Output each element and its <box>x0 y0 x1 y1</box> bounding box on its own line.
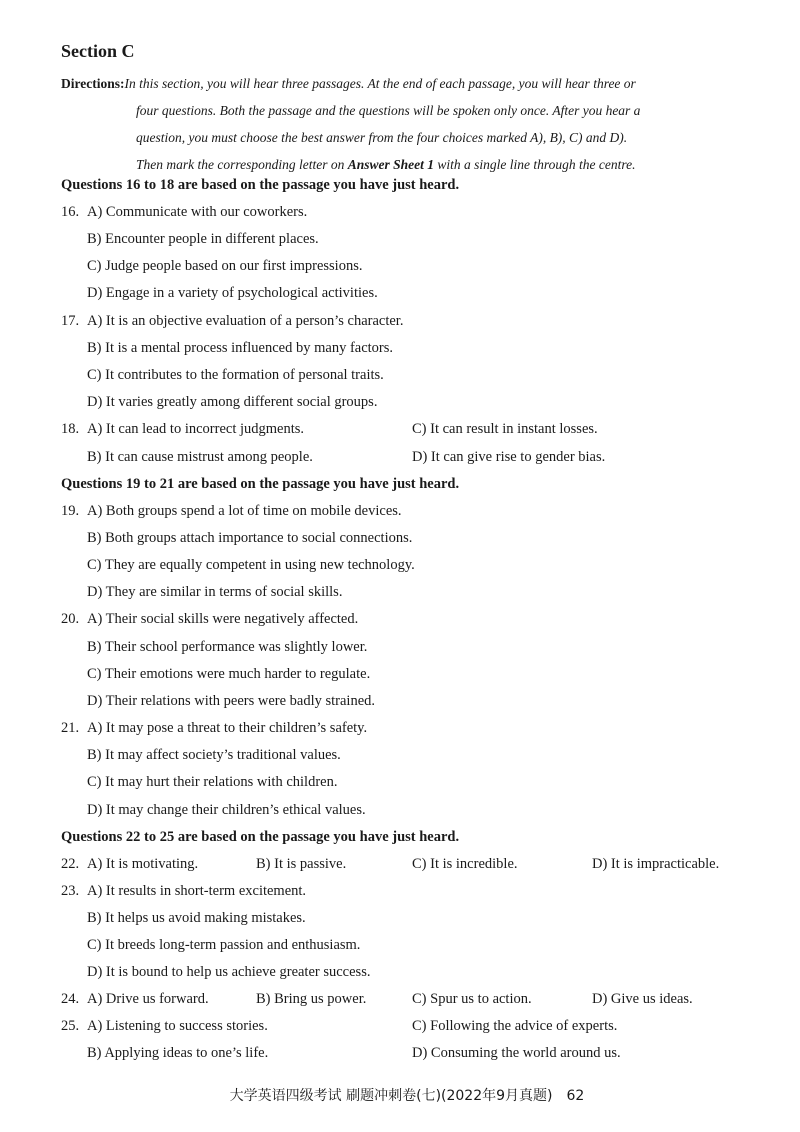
directions-line-1: In this section, you will hear three passages. At the end of each passage, you will hear three or <box>124 76 636 91</box>
question-number-24: 24. <box>61 991 80 1007</box>
section-title: Section C <box>61 41 135 61</box>
q16-option-a: A) Communicate with our coworkers. <box>87 204 308 220</box>
question-number-21: 21. <box>61 720 80 736</box>
q18-option-b: B) It can cause mistrust among people. <box>87 449 313 465</box>
question-number-25: 25. <box>61 1018 80 1034</box>
q17-option-c: C) It contributes to the formation of personal traits. <box>87 367 384 383</box>
q16-option-b: B) Encounter people in different places. <box>87 231 319 247</box>
question-number-22: 22. <box>61 856 80 872</box>
q20-option-b: B) Their school performance was slightly lower. <box>87 639 368 655</box>
group-header-22-25: Questions 22 to 25 are based on the passage you have just heard. <box>61 829 460 845</box>
q20-option-a: A) Their social skills were negatively affected. <box>87 611 359 627</box>
q19-option-a: A) Both groups spend a lot of time on mobile devices. <box>87 503 402 519</box>
question-number-20: 20. <box>61 611 80 627</box>
group-header-16-18: Questions 16 to 18 are based on the passage you have just heard. <box>61 177 460 193</box>
q20-option-d: D) Their relations with peers were badly strained. <box>87 693 376 709</box>
question-number-23: 23. <box>61 883 80 899</box>
question-number-17: 17. <box>61 313 80 329</box>
q17-option-a: A) It is an objective evaluation of a person’s character. <box>87 313 404 329</box>
q20-option-c: C) Their emotions were much harder to regulate. <box>87 666 371 682</box>
q25-option-b: B) Applying ideas to one’s life. <box>87 1045 269 1061</box>
page-number: 62 <box>566 1088 585 1104</box>
directions <box>61 70 761 178</box>
question-number-16: 16. <box>61 204 80 220</box>
q23-option-c: C) It breeds long-term passion and enthusiasm. <box>87 937 361 953</box>
q18-option-a: A) It can lead to incorrect judgments. <box>87 421 305 437</box>
q22-option-d: D) It is impracticable. <box>592 856 720 872</box>
directions-line-2: four questions. Both the passage and the questions will be spoken only once. After you hear a <box>136 103 641 118</box>
q19-option-b: B) Both groups attach importance to social connections. <box>87 530 413 546</box>
q24-option-a: A) Drive us forward. <box>87 991 209 1007</box>
q22-option-a: A) It is motivating. <box>87 856 199 872</box>
footer-title: 大学英语四级考试 刷题冲刺卷(七)(2022年9月真题) <box>229 1088 553 1104</box>
q19-option-d: D) They are similar in terms of social skills. <box>87 584 343 600</box>
directions-label: Directions: <box>61 76 125 91</box>
directions-line-3: question, you must choose the best answer from the four choices marked A), B), C) and D). <box>136 130 628 145</box>
q25-option-c: C) Following the advice of experts. <box>412 1018 618 1034</box>
q25-option-a: A) Listening to success stories. <box>87 1018 268 1034</box>
q16-option-c: C) Judge people based on our first impressions. <box>87 258 363 274</box>
q21-option-a: A) It may pose a threat to their children’s safety. <box>87 720 368 736</box>
q24-option-d: D) Give us ideas. <box>592 991 693 1007</box>
q18-option-d: D) It can give rise to gender bias. <box>412 449 606 465</box>
question-number-19: 19. <box>61 503 80 519</box>
q22-option-b: B) It is passive. <box>256 856 347 872</box>
q23-option-b: B) It helps us avoid making mistakes. <box>87 910 306 926</box>
q19-option-c: C) They are equally competent in using new technology. <box>87 557 415 573</box>
q23-option-d: D) It is bound to help us achieve greater success. <box>87 964 371 980</box>
q17-option-d: D) It varies greatly among different social groups. <box>87 394 378 410</box>
q24-option-c: C) Spur us to action. <box>412 991 532 1007</box>
q21-option-c: C) It may hurt their relations with children. <box>87 774 338 790</box>
q18-option-c: C) It can result in instant losses. <box>412 421 598 437</box>
q25-option-d: D) Consuming the world around us. <box>412 1045 621 1061</box>
q17-option-b: B) It is a mental process influenced by many factors. <box>87 340 394 356</box>
q23-option-a: A) It results in short-term excitement. <box>87 883 307 899</box>
directions-line-4: Then mark the corresponding letter on Answer Sheet 1 with a single line through the centre. <box>136 157 636 172</box>
group-header-19-21: Questions 19 to 21 are based on the passage you have just heard. <box>61 476 460 492</box>
q21-option-b: B) It may affect society’s traditional values. <box>87 747 341 763</box>
q21-option-d: D) It may change their children’s ethical values. <box>87 802 366 818</box>
page-footer <box>0 1085 800 1105</box>
q16-option-d: D) Engage in a variety of psychological activities. <box>87 285 378 301</box>
question-number-18: 18. <box>61 421 80 437</box>
q22-option-c: C) It is incredible. <box>412 856 518 872</box>
q24-option-b: B) Bring us power. <box>256 991 367 1007</box>
